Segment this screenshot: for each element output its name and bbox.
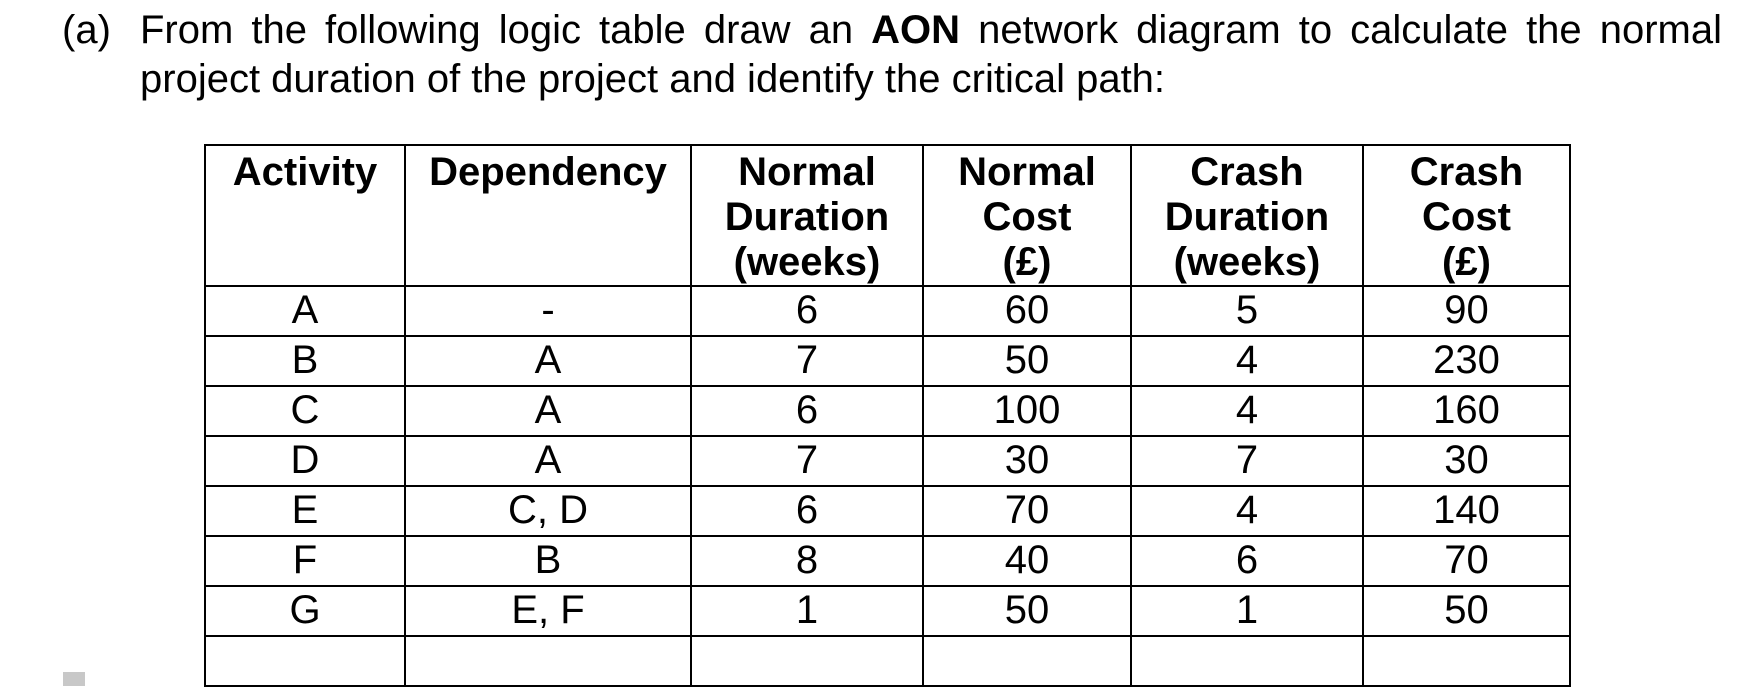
cell-normal-cost: 50 — [923, 586, 1131, 636]
header-text: Duration — [1164, 195, 1330, 239]
cell-crash-duration: 1 — [1131, 586, 1363, 636]
cell-crash-cost — [1363, 636, 1570, 686]
header-text: Crash — [1409, 150, 1524, 194]
cell-normal-cost: 30 — [923, 436, 1131, 486]
table-row — [205, 486, 1570, 536]
header-normal-duration — [691, 145, 923, 286]
cell-activity: A — [205, 286, 405, 336]
cell-dependency: B — [405, 536, 691, 586]
table-row — [205, 386, 1570, 436]
header-text: Cost — [982, 195, 1072, 239]
header-normal-cost — [923, 145, 1131, 286]
question-line-1 — [140, 6, 1722, 55]
question-label: (a) — [62, 8, 111, 52]
header-text: Crash — [1190, 150, 1304, 194]
header-activity — [205, 145, 405, 286]
cell-crash-cost: 160 — [1363, 386, 1570, 436]
cell-dependency: A — [405, 436, 691, 486]
cell-dependency: - — [405, 286, 691, 336]
cell-crash-duration: 5 — [1131, 286, 1363, 336]
cell-normal-cost: 60 — [923, 286, 1131, 336]
cell-activity: D — [205, 436, 405, 486]
cell-dependency: A — [405, 336, 691, 386]
cell-activity: C — [205, 386, 405, 436]
question-line-2: project duration of the project and identify the critical path: — [140, 57, 1166, 101]
cell-normal-cost: 70 — [923, 486, 1131, 536]
logic-table — [204, 144, 1571, 687]
cell-crash-cost: 30 — [1363, 436, 1570, 486]
cell-dependency — [405, 636, 691, 686]
header-text: (£) — [1442, 240, 1491, 284]
cell-activity: G — [205, 586, 405, 636]
cell-normal-duration: 6 — [691, 486, 923, 536]
cell-crash-cost: 140 — [1363, 486, 1570, 536]
question-line-1-post: network diagram to calculate the normal — [960, 8, 1722, 52]
header-text: Normal — [958, 150, 1096, 194]
header-text: (£) — [1002, 240, 1052, 284]
cell-crash-cost: 50 — [1363, 586, 1570, 636]
cell-crash-duration: 6 — [1131, 536, 1363, 586]
cell-crash-duration: 4 — [1131, 486, 1363, 536]
cell-normal-duration: 6 — [691, 386, 923, 436]
table-row — [205, 536, 1570, 586]
question-text — [140, 6, 1722, 104]
header-text: Dependency — [429, 150, 667, 194]
cell-normal-duration: 8 — [691, 536, 923, 586]
cell-crash-cost: 230 — [1363, 336, 1570, 386]
table-row — [205, 436, 1570, 486]
cell-normal-cost: 40 — [923, 536, 1131, 586]
cell-crash-duration: 4 — [1131, 386, 1363, 436]
cell-crash-duration: 4 — [1131, 336, 1363, 386]
cell-dependency: E, F — [405, 586, 691, 636]
header-dependency — [405, 145, 691, 286]
cell-normal-duration — [691, 636, 923, 686]
header-crash-cost — [1363, 145, 1570, 286]
table-header-row — [205, 145, 1570, 286]
cell-activity — [205, 636, 405, 686]
cell-activity: E — [205, 486, 405, 536]
cell-normal-cost — [923, 636, 1131, 686]
cell-crash-cost: 90 — [1363, 286, 1570, 336]
cell-activity: B — [205, 336, 405, 386]
header-text: (weeks) — [1173, 240, 1321, 284]
table-row — [205, 286, 1570, 336]
table-row — [205, 336, 1570, 386]
cell-dependency: A — [405, 386, 691, 436]
cell-normal-duration: 7 — [691, 436, 923, 486]
header-crash-duration — [1131, 145, 1363, 286]
table-row-empty — [205, 636, 1570, 686]
cell-crash-duration: 7 — [1131, 436, 1363, 486]
cell-normal-duration: 6 — [691, 286, 923, 336]
header-text: Normal — [738, 150, 876, 194]
grey-marker — [63, 672, 85, 686]
cell-normal-cost: 50 — [923, 336, 1131, 386]
cell-crash-cost: 70 — [1363, 536, 1570, 586]
header-text: Activity — [232, 150, 378, 194]
header-text: Cost — [1422, 195, 1511, 239]
question-line-1-bold: AON — [871, 8, 961, 52]
question-line-1-pre: From the following logic table draw an — [140, 8, 872, 52]
header-text: (weeks) — [733, 240, 881, 284]
cell-normal-cost: 100 — [923, 386, 1131, 436]
cell-dependency: C, D — [405, 486, 691, 536]
table-row — [205, 586, 1570, 636]
cell-activity: F — [205, 536, 405, 586]
header-text: Duration — [724, 195, 890, 239]
cell-normal-duration: 1 — [691, 586, 923, 636]
cell-normal-duration: 7 — [691, 336, 923, 386]
cell-crash-duration — [1131, 636, 1363, 686]
